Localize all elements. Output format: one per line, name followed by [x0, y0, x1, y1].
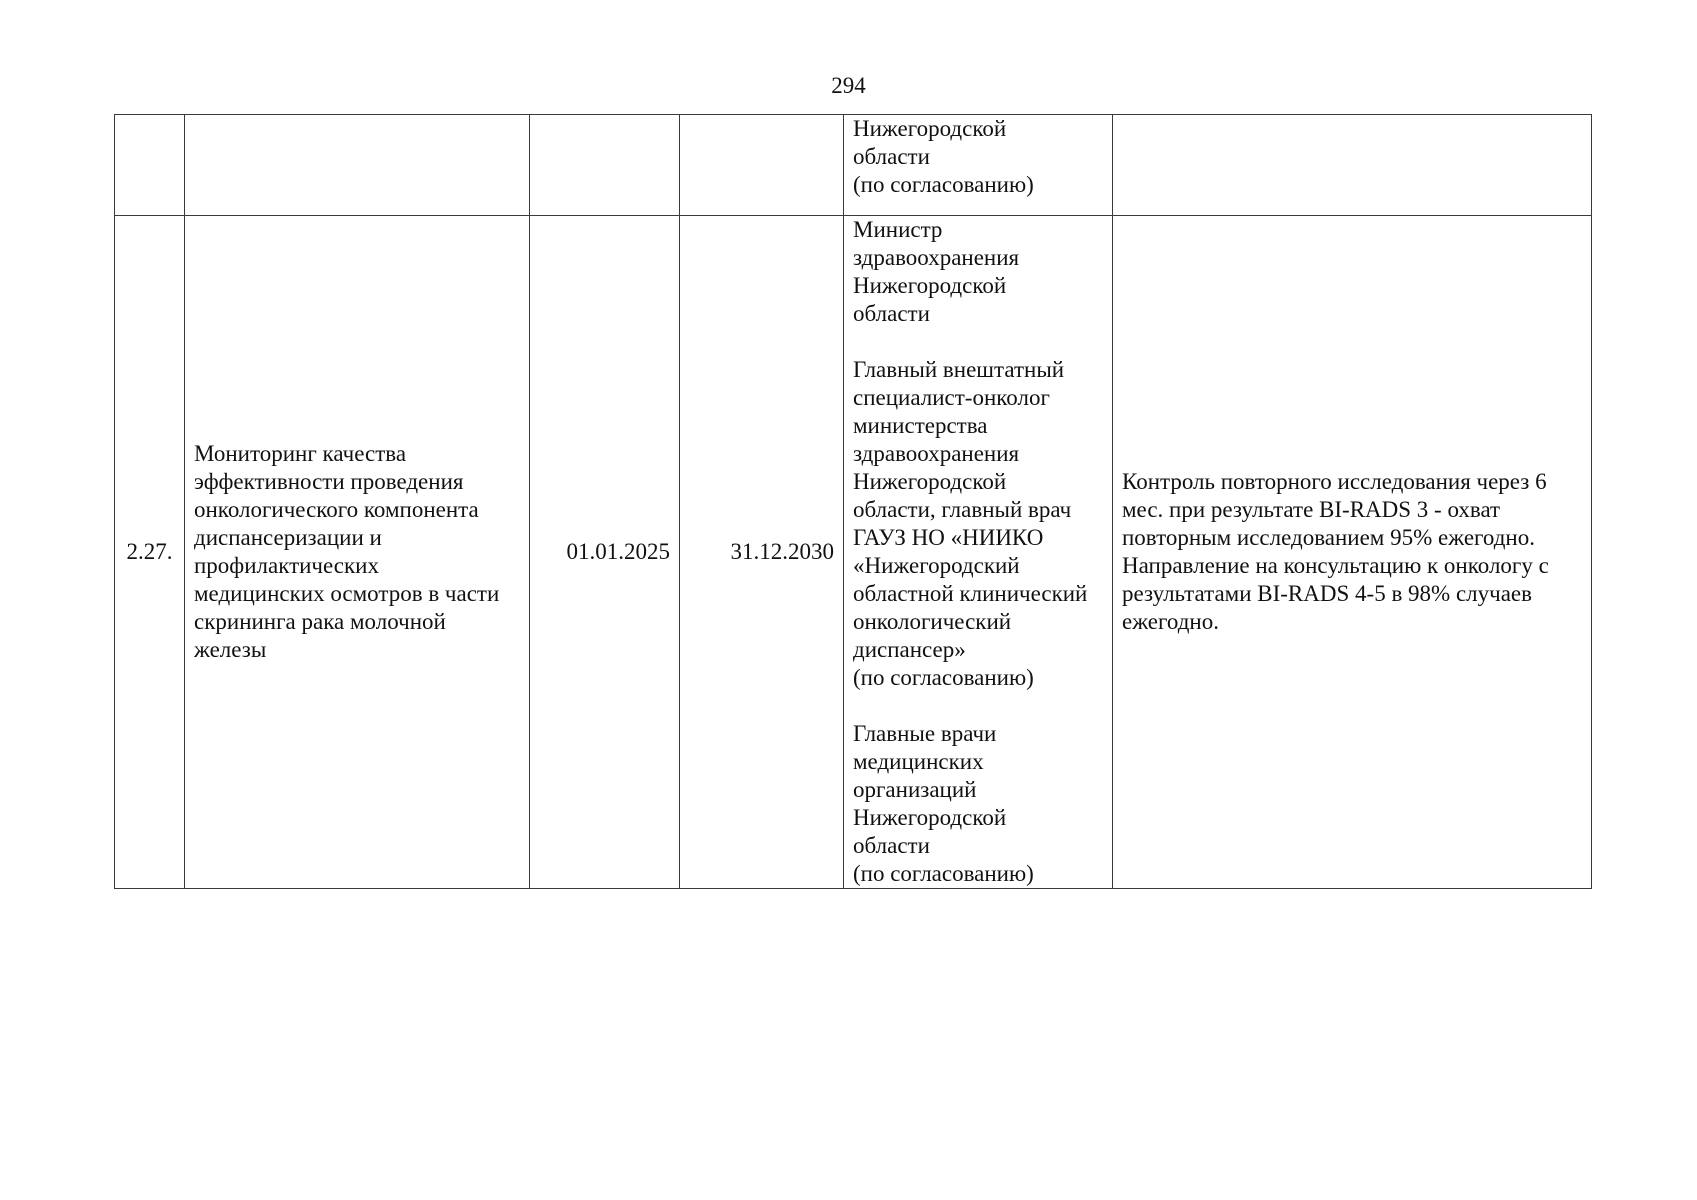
responsible-line: ГАУЗ НО «НИИКО: [853, 525, 1044, 550]
cell-start-date: 01.01.2025: [530, 216, 680, 889]
plan-table: [114, 114, 1592, 889]
description-line: диспансеризации и: [194, 525, 382, 550]
description-line: онкологического компонента: [194, 497, 479, 522]
cell-end-date-empty: [680, 115, 844, 216]
responsible-line: области, главный врач: [853, 497, 1072, 522]
responsible-block-minister: [853, 216, 1103, 328]
result-line: Направление на консультацию к онкологу с: [1122, 553, 1549, 578]
description-line: скрининга рака молочной: [194, 609, 446, 634]
responsible-line: Министр: [853, 217, 943, 242]
result-line: Контроль повторного исследования через 6: [1122, 469, 1547, 494]
responsible-block-chief-oncologist: [853, 356, 1103, 692]
responsible-line: организаций: [853, 777, 977, 802]
cell-description-empty: [185, 115, 530, 216]
responsible-line: (по согласованию): [853, 172, 1034, 197]
responsible-line: (по согласованию): [853, 665, 1034, 690]
responsible-line: министерства: [853, 413, 988, 438]
result-line: ежегодно.: [1122, 609, 1219, 634]
responsible-line: Главный внештатный: [853, 357, 1065, 382]
responsible-line: области: [853, 144, 930, 169]
responsible-line: здравоохранения: [853, 441, 1020, 466]
responsible-line: диспансер»: [853, 637, 966, 662]
responsible-line: области: [853, 833, 930, 858]
description-line: медицинских осмотров в части: [194, 581, 500, 606]
responsible-line: медицинских: [853, 749, 984, 774]
responsible-line: области: [853, 301, 930, 326]
cell-row-number: 2.27.: [115, 216, 185, 889]
cell-number-empty: [115, 115, 185, 216]
result-line: мес. при результате BI-RADS 3 - охват: [1122, 497, 1501, 522]
cell-start-date-empty: [530, 115, 680, 216]
responsible-line: областной клинический: [853, 581, 1088, 606]
cell-responsible: [844, 216, 1113, 889]
result-line: повторным исследованием 95% ежегодно.: [1122, 525, 1535, 550]
description-line: железы: [194, 637, 267, 662]
cell-end-date: 31.12.2030: [680, 216, 844, 889]
page-number: 294: [831, 73, 866, 98]
responsible-line: Нижегородской: [853, 116, 1007, 141]
responsible-line: (по согласованию): [853, 861, 1034, 886]
cell-description: [185, 216, 530, 889]
responsible-line: Главные врачи: [853, 721, 997, 746]
responsible-line: специалист-онколог: [853, 385, 1050, 410]
responsible-line: Нижегородской: [853, 469, 1007, 494]
cell-responsible-continuation: [844, 115, 1113, 216]
description-line: профилактических: [194, 553, 379, 578]
table-row-2-27: [115, 216, 1592, 889]
cell-result: [1113, 216, 1592, 889]
result-line: результатами BI-RADS 4-5 в 98% случаев: [1122, 581, 1532, 606]
responsible-line: «Нижегородский: [853, 553, 1020, 578]
responsible-line: Нижегородской: [853, 273, 1007, 298]
table-row-continuation: [115, 115, 1592, 216]
responsible-block-chief-doctors: [853, 720, 1103, 888]
responsible-line: онкологический: [853, 609, 1012, 634]
responsible-line: здравоохранения: [853, 245, 1020, 270]
responsible-line: Нижегородской: [853, 805, 1007, 830]
cell-result-empty: [1113, 115, 1592, 216]
description-line: эффективности проведения: [194, 469, 464, 494]
description-line: Мониторинг качества: [194, 441, 407, 466]
